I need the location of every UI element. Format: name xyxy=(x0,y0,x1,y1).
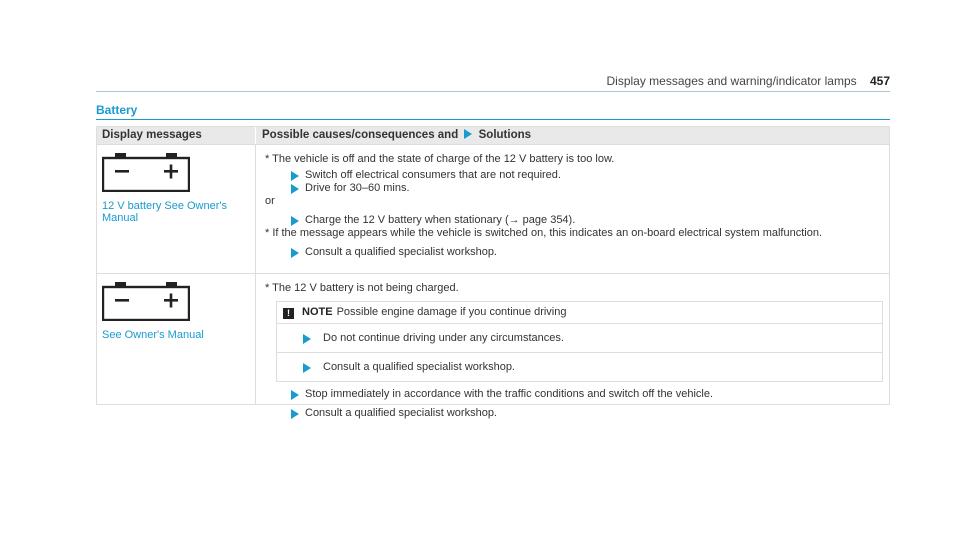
note-label: NOTE xyxy=(302,306,333,318)
table-row xyxy=(97,273,889,419)
battery-warning-icon xyxy=(102,281,190,321)
or-text: or xyxy=(265,195,275,207)
note-header xyxy=(277,302,882,324)
col-header-causes-solutions xyxy=(256,127,889,144)
step-text: Consult a qualified specialist workshop. xyxy=(305,407,497,419)
causes-solutions-cell xyxy=(256,274,889,419)
table-header xyxy=(97,127,889,144)
col-header-causes: Possible causes/consequences and xyxy=(262,129,459,141)
col-header-display-messages: Display messages xyxy=(97,127,256,144)
step-text: Stop immediately in accordance with the traffic conditions and switch off the vehicle. xyxy=(305,388,714,400)
messages-table xyxy=(96,126,890,419)
list-item xyxy=(265,182,883,195)
warning-icon: ! xyxy=(283,308,294,319)
causes-solutions-cell xyxy=(256,145,889,273)
step-arrow-icon xyxy=(303,334,311,344)
cause-text: * If the message appears while the vehicle is switched on, this indicates an on-board electrical system malfunction. xyxy=(265,227,823,239)
step-text: Switch off electrical consumers that are not required. xyxy=(305,169,561,181)
step-text: Charge the 12 V battery when stationary (→ page 354). xyxy=(305,214,576,226)
step-arrow-icon xyxy=(291,216,299,226)
step-text: Do not continue driving under any circumstances. xyxy=(323,332,564,344)
step-arrow-icon xyxy=(291,184,299,194)
list-item xyxy=(265,214,883,227)
list-item xyxy=(277,324,882,353)
step-text: Consult a qualified specialist workshop. xyxy=(323,361,515,373)
step-arrow-icon xyxy=(291,409,299,419)
step-arrow-icon xyxy=(291,248,299,258)
section-title: Battery xyxy=(96,103,138,117)
top-rule xyxy=(96,91,890,92)
list-item xyxy=(265,407,883,420)
table-row xyxy=(97,144,889,273)
section-rule xyxy=(96,119,890,120)
note-text: Possible engine damage if you continue driving xyxy=(336,306,567,318)
step-arrow-icon xyxy=(303,363,311,373)
display-message-cell xyxy=(97,274,256,404)
battery-warning-icon xyxy=(102,152,190,192)
step-text: Drive for 30–60 mins. xyxy=(305,182,410,194)
step-arrow-icon xyxy=(291,390,299,400)
step-arrow-icon xyxy=(291,171,299,181)
step-text: Consult a qualified specialist workshop. xyxy=(305,246,497,258)
list-item xyxy=(265,169,883,182)
note-box xyxy=(276,301,883,382)
display-message-cell xyxy=(97,145,256,273)
running-head xyxy=(607,74,891,88)
page-number: 457 xyxy=(869,74,890,88)
cause-text: * The 12 V battery is not being charged. xyxy=(265,282,459,294)
list-item xyxy=(265,388,883,401)
cause-text: * The vehicle is off and the state of charge of the 12 V battery is too low. xyxy=(265,153,615,165)
col-header-solutions: Solutions xyxy=(478,129,532,141)
display-message-label: 12 V battery See Owner's Manual xyxy=(102,200,227,224)
list-item xyxy=(277,353,882,381)
display-message-label: See Owner's Manual xyxy=(102,329,204,341)
running-title: Display messages and warning/indicator lamps xyxy=(606,74,857,88)
arrow-right-icon xyxy=(464,129,472,139)
list-item xyxy=(265,246,883,259)
